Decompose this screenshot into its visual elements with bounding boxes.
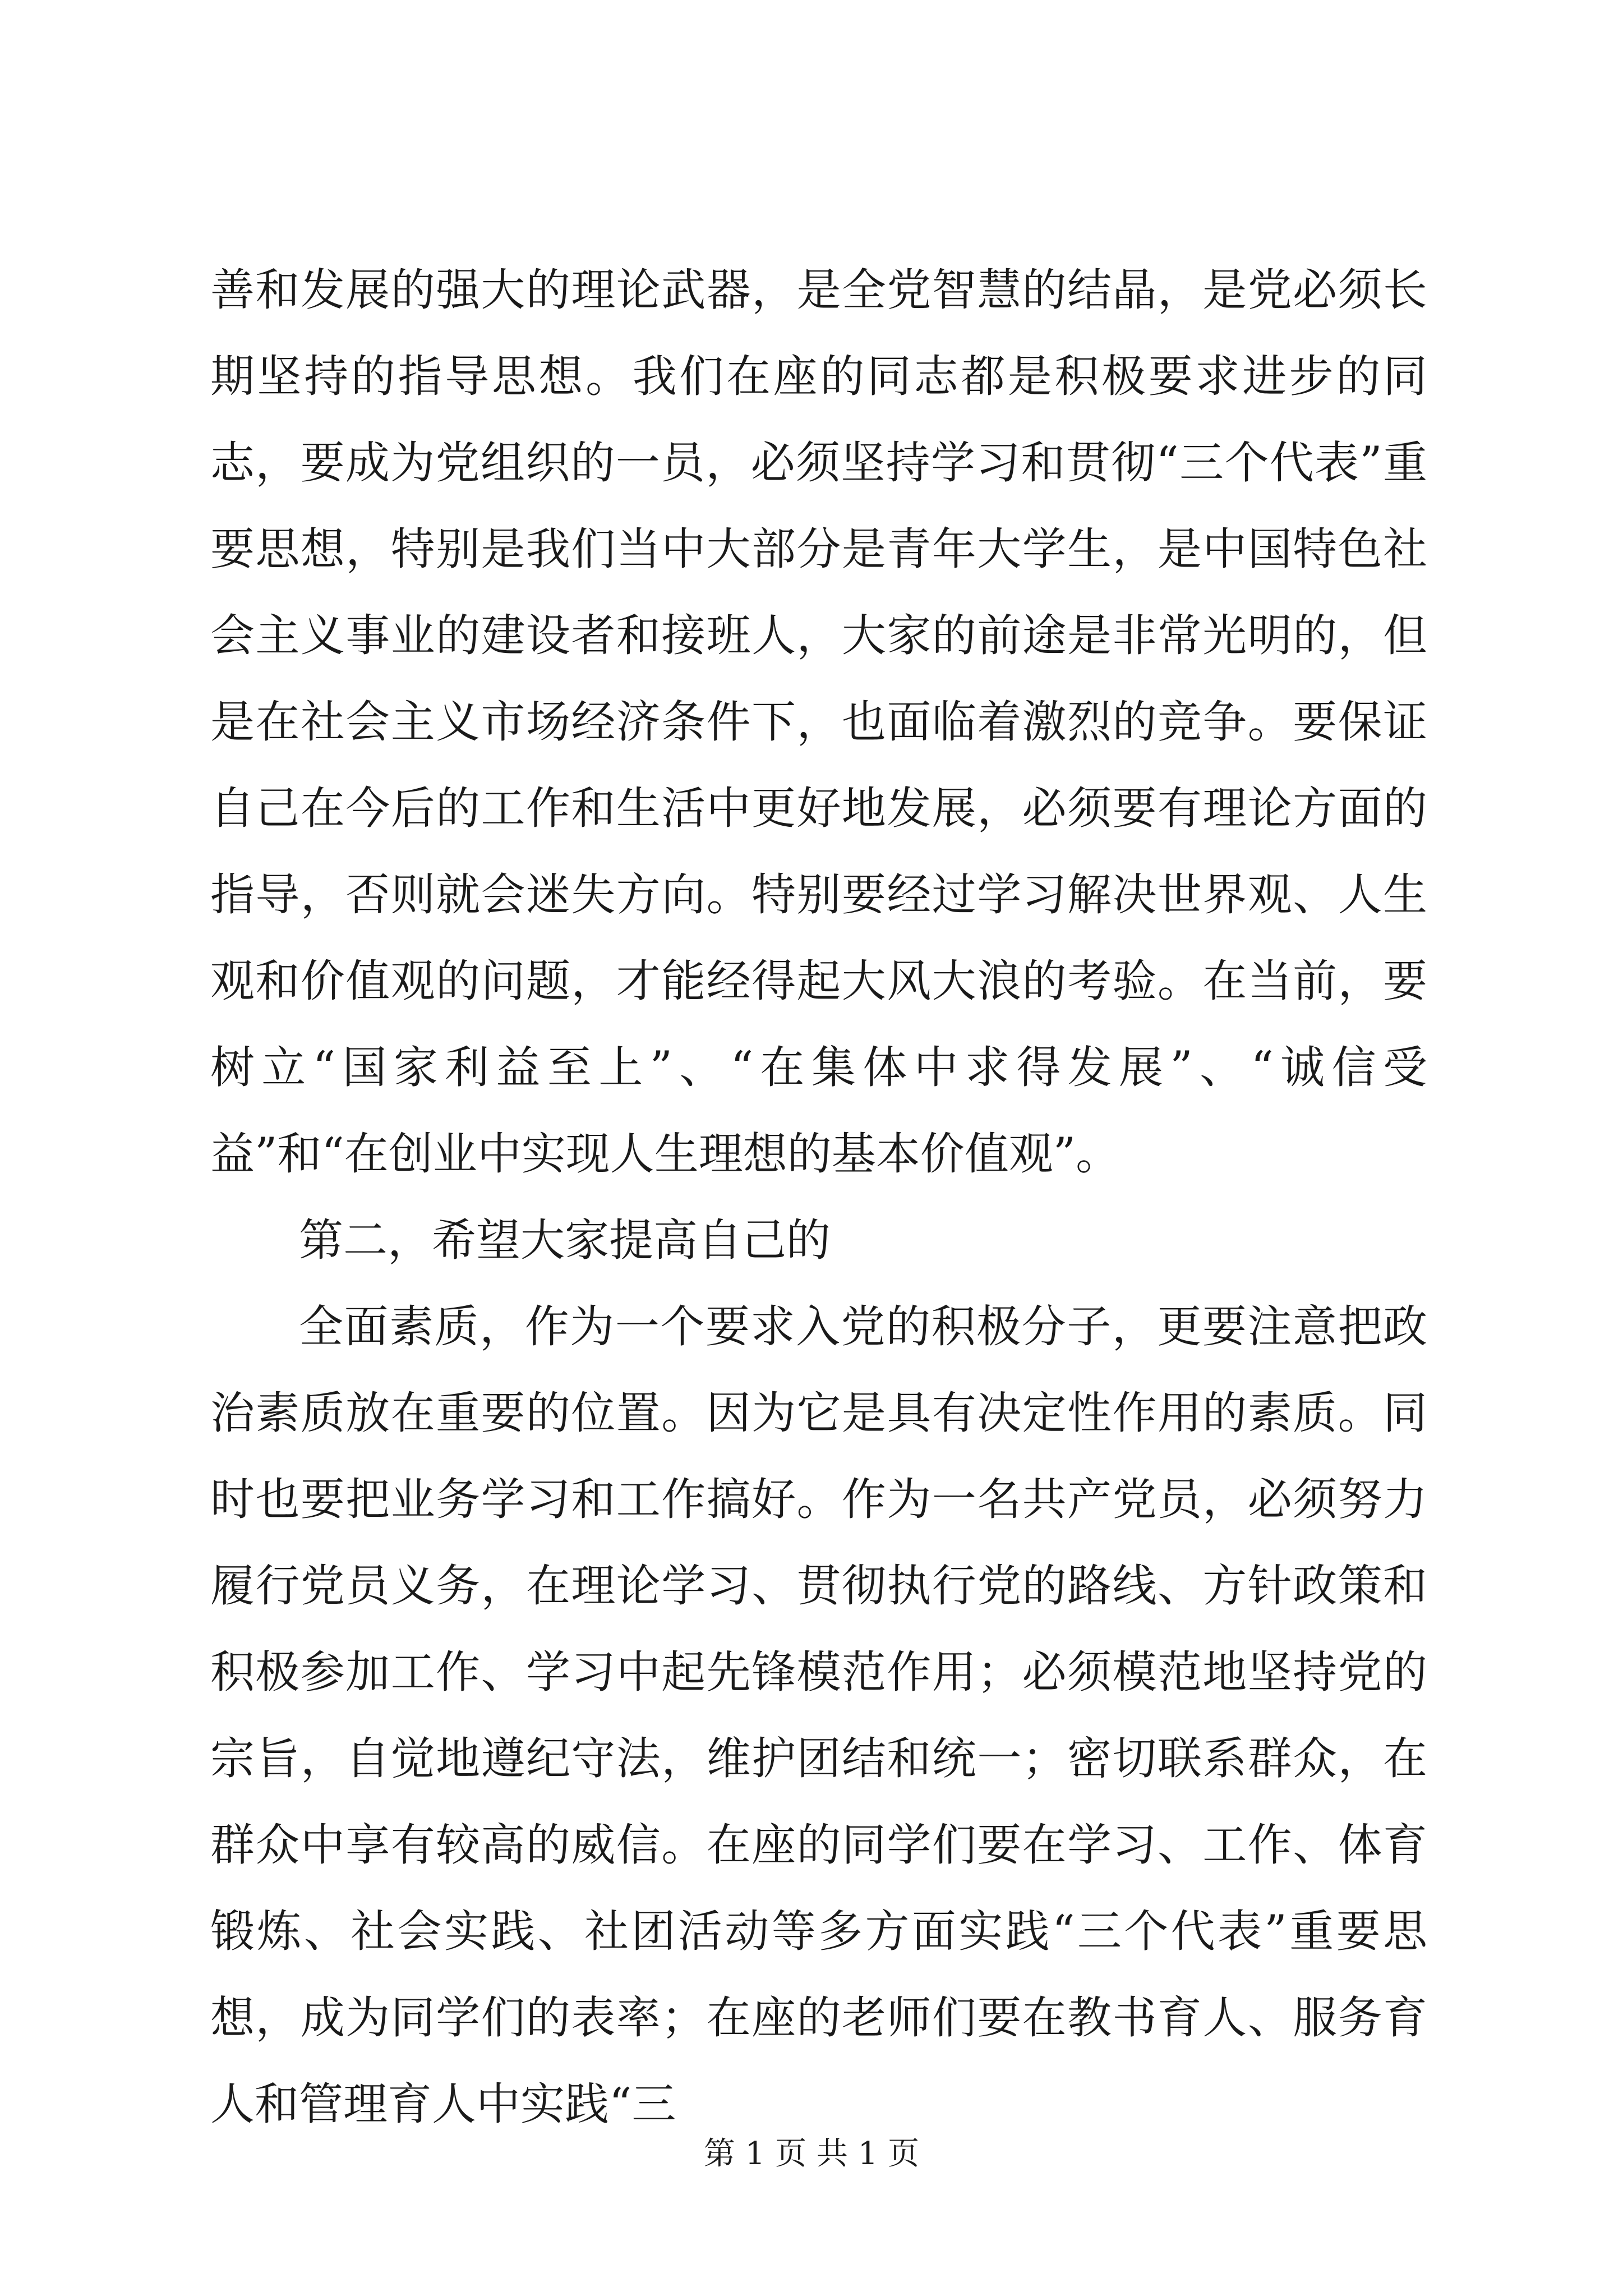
- paragraph-overall-quality: 全面素质，作为一个要求入党的积极分子，更要注意把政治素质放在重要的位置。因为它是具有决定性作用的素质。同时也要把业务学习和工作搞好。作为一名共产党员，必须努力履行党员义务，在理论学习、贯彻执行党的路线、方针政策和积极参加工作、学习中起先锋模范作用；必须模范地坚持党的宗旨，自觉地遵纪守法，维护团结和统一；密切联系群众，在群众中享有较高的威信。在座的同学们要在学习、工作、体育锻炼、社会实践、社团活动等多方面实践“三个代表”重要思想，成为同学们的表率；在座的老师们要在教书育人、服务育人和管理育人中实践“三: [210, 1301, 1427, 2130]
- document-body: [210, 247, 1427, 2147]
- page-number-footer: 第 1 页 共 1 页: [703, 2136, 920, 2172]
- paragraph-continuation: 善和发展的强大的理论武器，是全党智慧的结晶，是党必须长期坚持的指导思想。我们在座的同志都是积极要求进步的同志，要成为党组织的一员，必须坚持学习和贯彻“三个代表”重要思想，特别是我们当中大部分是青年大学生，是中国特色社会主义事业的建设者和接班人，大家的前途是非常光明的，但是在社会主义市场经济条件下，也面临着激烈的竞争。要保证自己在今后的工作和生活中更好地发展，必须要有理论方面的指导，否则就会迷失方向。特别要经过学习解决世界观、人生观和价值观的问题，才能经得起大风大浪的考验。在当前，要树立“国家利益至上”、“在集体中求得发展”、“诚信受益”和“在创业中实现人生理想的基本价值观”。: [210, 264, 1427, 1180]
- paragraph-second-point-heading: 第二，希望大家提高自己的: [299, 1214, 831, 1266]
